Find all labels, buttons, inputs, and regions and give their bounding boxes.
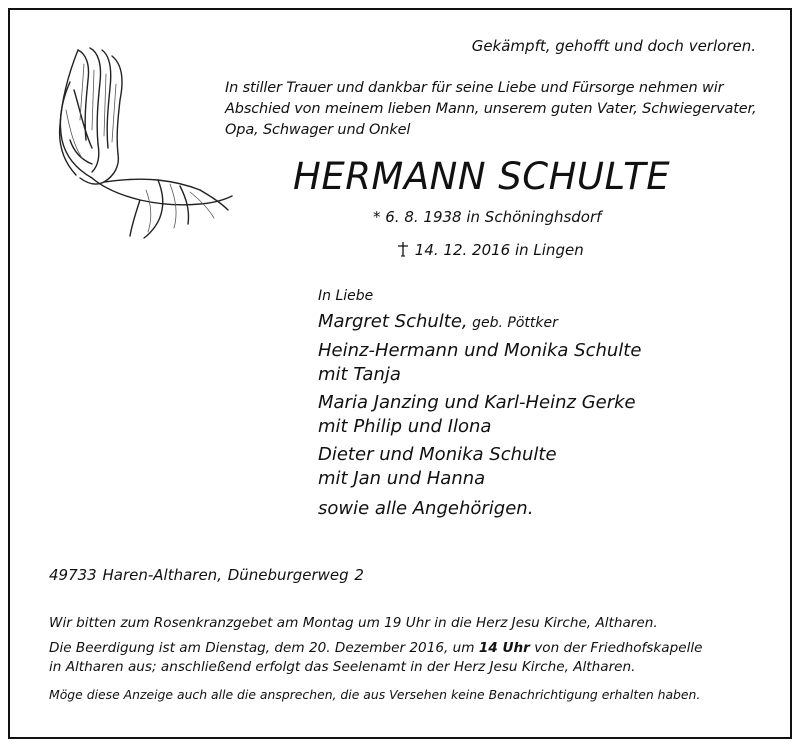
funeral-time: 14 Uhr — [478, 640, 530, 656]
family-member: Maria Janzing und Karl-Heinz Gerke — [318, 392, 636, 413]
funeral-note-text: von der Friedhofskapelle — [529, 640, 703, 656]
family-member-sub: mit Philip und Ilona — [318, 416, 492, 437]
family-member-sub: mit Jan und Hanna — [318, 468, 486, 489]
deceased-name: HERMANN SCHULTE — [293, 155, 671, 198]
death-date — [396, 241, 584, 259]
family-member — [318, 310, 641, 335]
family-intro: In Liebe — [318, 288, 374, 304]
family-member-name: Margret Schulte, — [318, 311, 468, 332]
funeral-note — [49, 639, 703, 658]
family-member-sub: mit Tanja — [318, 364, 401, 385]
intro-line: Abschied von meinem lieben Mann, unserem guten Vater, Schwiegervater, — [225, 101, 757, 117]
intro-text — [225, 78, 757, 141]
rosary-note: Wir bitten zum Rosenkranzgebet am Montag um 19 Uhr in die Herz Jesu Kirche, Altharen. — [49, 615, 658, 631]
cross-icon — [396, 241, 410, 257]
family-member-note: geb. Pöttker — [467, 315, 558, 331]
motto: Gekämpft, gehofft und doch verloren. — [471, 37, 756, 55]
closing-note: Möge diese Anzeige auch alle die ansprechen, die aus Versehen keine Benachrichtigung erhalten haben. — [49, 687, 701, 702]
funeral-notes — [49, 614, 703, 704]
death-date-text: 14. 12. 2016 in Lingen — [414, 241, 584, 259]
family-list — [318, 288, 641, 521]
funeral-note-text: Die Beerdigung ist am Dienstag, dem 20. Dezember 2016, um — [49, 640, 479, 656]
praying-hands-icon — [40, 40, 235, 240]
family-member: Dieter und Monika Schulte — [318, 444, 557, 465]
intro-line: In stiller Trauer und dankbar für seine Liebe und Fürsorge nehmen wir — [225, 80, 724, 96]
funeral-note-line2: in Altharen aus; anschließend erfolgt das Seelenamt in der Herz Jesu Kirche, Altharen. — [49, 659, 636, 675]
intro-line: Opa, Schwager und Onkel — [225, 122, 411, 138]
address: 49733 Haren-Altharen, Düneburgerweg 2 — [49, 566, 364, 584]
birth-date: * 6. 8. 1938 in Schöninghsdorf — [373, 208, 602, 226]
family-closing: sowie alle Angehörigen. — [318, 498, 534, 519]
family-member: Heinz-Hermann und Monika Schulte — [318, 340, 642, 361]
